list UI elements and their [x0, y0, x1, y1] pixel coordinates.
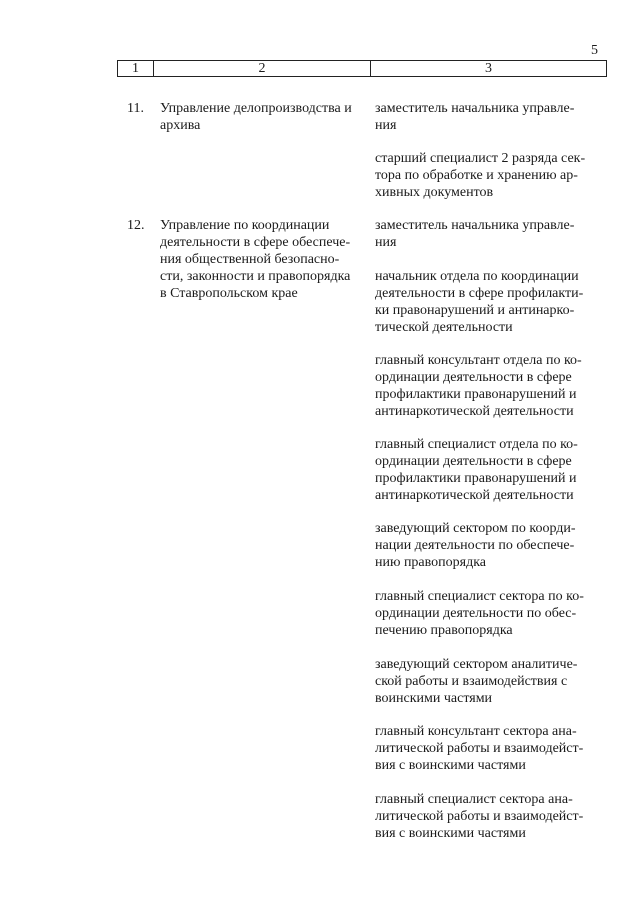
position-line: главный специалист сектора ана- [375, 792, 573, 807]
position-line: заведующий сектором аналитиче- [375, 657, 578, 672]
position-line: ординации деятельности в сфере [375, 454, 572, 469]
position-line: ния [375, 235, 397, 250]
position-item [375, 436, 598, 504]
position-line: печению правопорядка [375, 623, 513, 638]
position-item [375, 520, 598, 571]
position-line: хивных документов [375, 185, 494, 200]
position-line: ской работы и взаимодействия с [375, 674, 568, 689]
position-line: антинаркотической деятельности [375, 404, 574, 419]
position-line: главный консультант отдела по ко- [375, 353, 582, 368]
row-number: 11. [127, 101, 144, 116]
org-line: ния общественной безопасно- [160, 252, 340, 267]
table-header [117, 60, 607, 77]
header-col-2: 2 [154, 61, 371, 76]
position-item [375, 217, 598, 251]
position-item [375, 150, 598, 201]
position-line: ординации деятельности по обес- [375, 606, 577, 621]
header-col-1: 1 [118, 61, 154, 76]
position-line: ния [375, 118, 397, 133]
org-line: сти, законности и правопорядка [160, 269, 351, 284]
header-col-3: 3 [485, 61, 492, 76]
org-line: деятельности в сфере обеспече- [160, 235, 351, 250]
position-line: ординации деятельности в сфере [375, 370, 572, 385]
position-line: главный специалист сектора по ко- [375, 589, 584, 604]
position-line: старший специалист 2 разряда сек- [375, 151, 586, 166]
position-line: профилактики правонарушений и [375, 471, 577, 486]
position-item [375, 723, 598, 774]
position-item [375, 588, 598, 639]
position-item [375, 100, 598, 134]
position-line: деятельности в сфере профилакти- [375, 286, 584, 301]
position-line: вия с воинскими частями [375, 758, 526, 773]
position-line: воинскими частями [375, 691, 493, 706]
row-number: 12. [127, 218, 145, 233]
position-item [375, 352, 598, 420]
position-line: заместитель начальника управле- [375, 218, 575, 233]
org-line: архива [160, 118, 201, 133]
position-line: нации деятельности по обеспече- [375, 538, 575, 553]
position-line: литической работы и взаимодейст- [375, 741, 584, 756]
page-number: 5 [591, 43, 598, 58]
position-line: вия с воинскими частями [375, 826, 526, 841]
org-line: в Ставропольском крае [160, 286, 298, 301]
position-line: тора по обработке и хранению ар- [375, 168, 578, 183]
position-line: начальник отдела по координации [375, 269, 579, 284]
organization-name [160, 100, 370, 134]
org-line: Управление по координации [160, 218, 330, 233]
position-line: заместитель начальника управле- [375, 101, 575, 116]
position-line: профилактики правонарушений и [375, 387, 577, 402]
position-item [375, 268, 598, 336]
position-line: заведующий сектором по коорди- [375, 521, 576, 536]
position-line: главный специалист отдела по ко- [375, 437, 578, 452]
organization-name [160, 217, 370, 302]
position-line: главный консультант сектора ана- [375, 724, 577, 739]
position-line: антинаркотической деятельности [375, 488, 574, 503]
position-line: литической работы и взаимодейст- [375, 809, 584, 824]
org-line: Управление делопроизводства и [160, 101, 352, 116]
position-line: нию правопорядка [375, 555, 487, 570]
position-line: тической деятельности [375, 320, 513, 335]
position-item [375, 791, 598, 842]
position-item [375, 656, 598, 707]
position-line: ки правонарушений и антинарко- [375, 303, 575, 318]
